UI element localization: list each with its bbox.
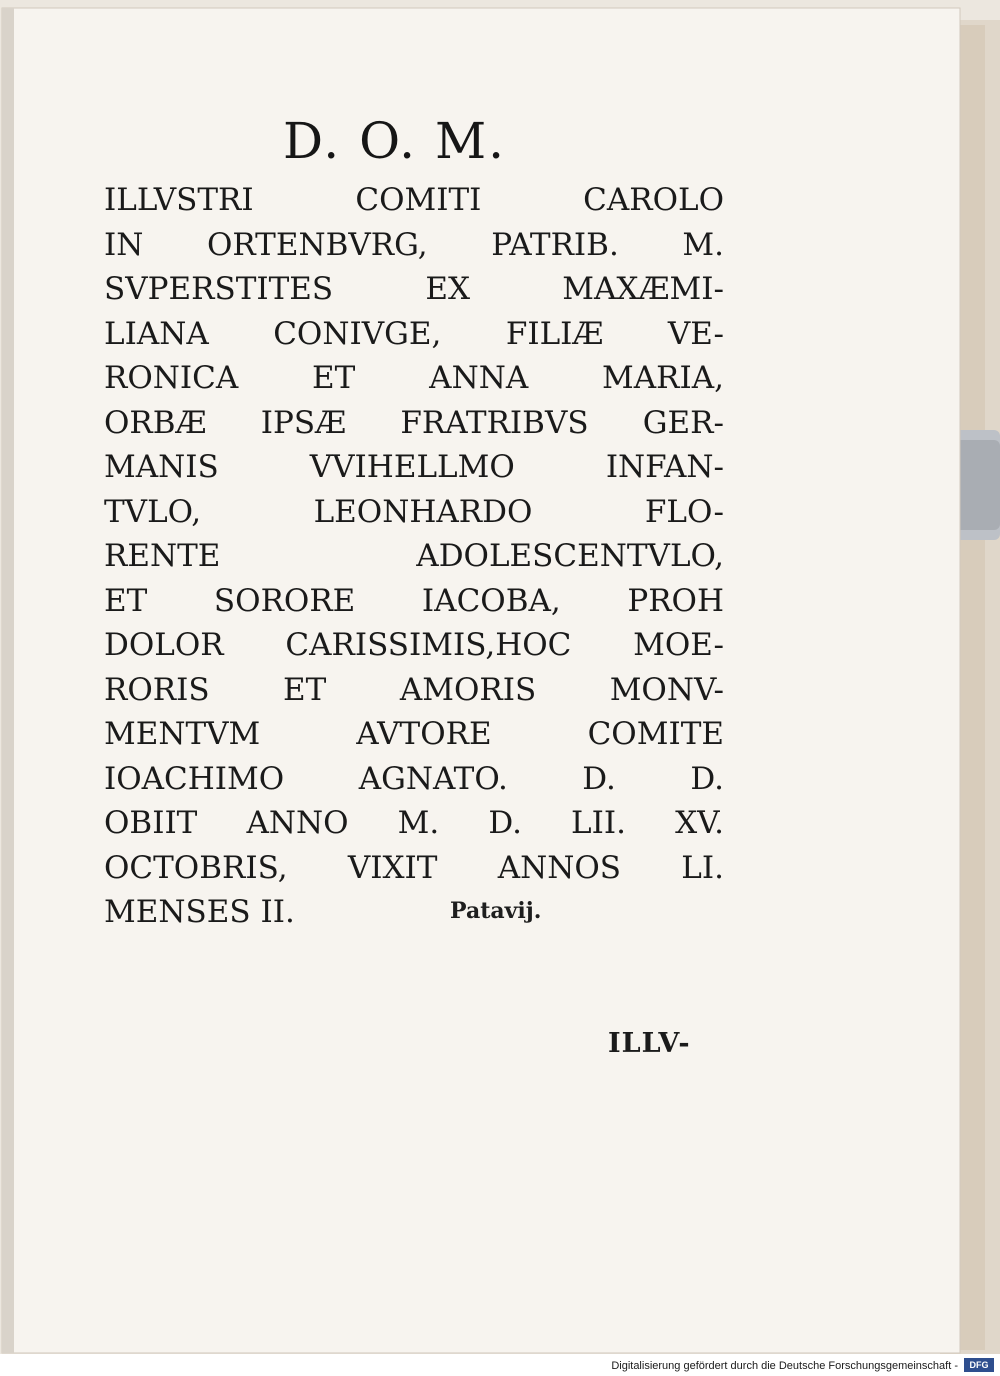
inscription-line: DOLOR CARISSIMIS,HOC MOE-	[104, 627, 724, 663]
inscription-line: OBIIT ANNO M. D. LII. XV.	[104, 805, 724, 841]
place-of-burial: Patavij.	[450, 898, 542, 924]
inscription-line: RENTE ADOLESCENTVLO,	[104, 538, 724, 574]
dfg-logo-icon: DFG	[964, 1358, 994, 1372]
inscription-line: RORIS ET AMORIS MONV-	[104, 671, 724, 708]
inscription-line: LIANA CONIVGE, FILIÆ VE-	[104, 315, 724, 352]
inscription-line: ET SORORE IACOBA, PROH	[104, 582, 724, 619]
inscription-line: SVPERSTITES EX MAXÆMI-	[104, 271, 724, 307]
inscription-line: ORBÆ IPSÆ FRATRIBVS GER-	[104, 404, 724, 441]
page-heading: D. O. M.	[283, 112, 507, 170]
inscription-line: IOACHIMO AGNATO. D. D.	[104, 760, 724, 797]
inscription-line: IN ORTENBVRG, PATRIB. M.	[104, 226, 724, 263]
inscription-line: RONICA ET ANNA MARIA,	[104, 360, 724, 396]
catchword: ILLV-	[608, 1028, 691, 1059]
inscription-line: MANIS VVIHELLMO INFAN-	[104, 449, 724, 485]
inscription-line: MENTVM AVTORE COMITE	[104, 716, 724, 752]
footer-bar	[0, 1354, 1000, 1376]
inscription-line: MENSES II.	[104, 894, 295, 930]
funding-credit: Digitalisierung gefördert durch die Deutsche Forschungsgemeinschaft -	[611, 1360, 958, 1372]
inscription-line: TVLO, LEONHARDO FLO-	[104, 493, 724, 530]
inscription-text	[104, 178, 724, 935]
inscription-line: OCTOBRIS, VIXIT ANNOS LI.	[104, 849, 724, 886]
inscription-line: ILLVSTRI COMITI CAROLO	[104, 182, 724, 218]
